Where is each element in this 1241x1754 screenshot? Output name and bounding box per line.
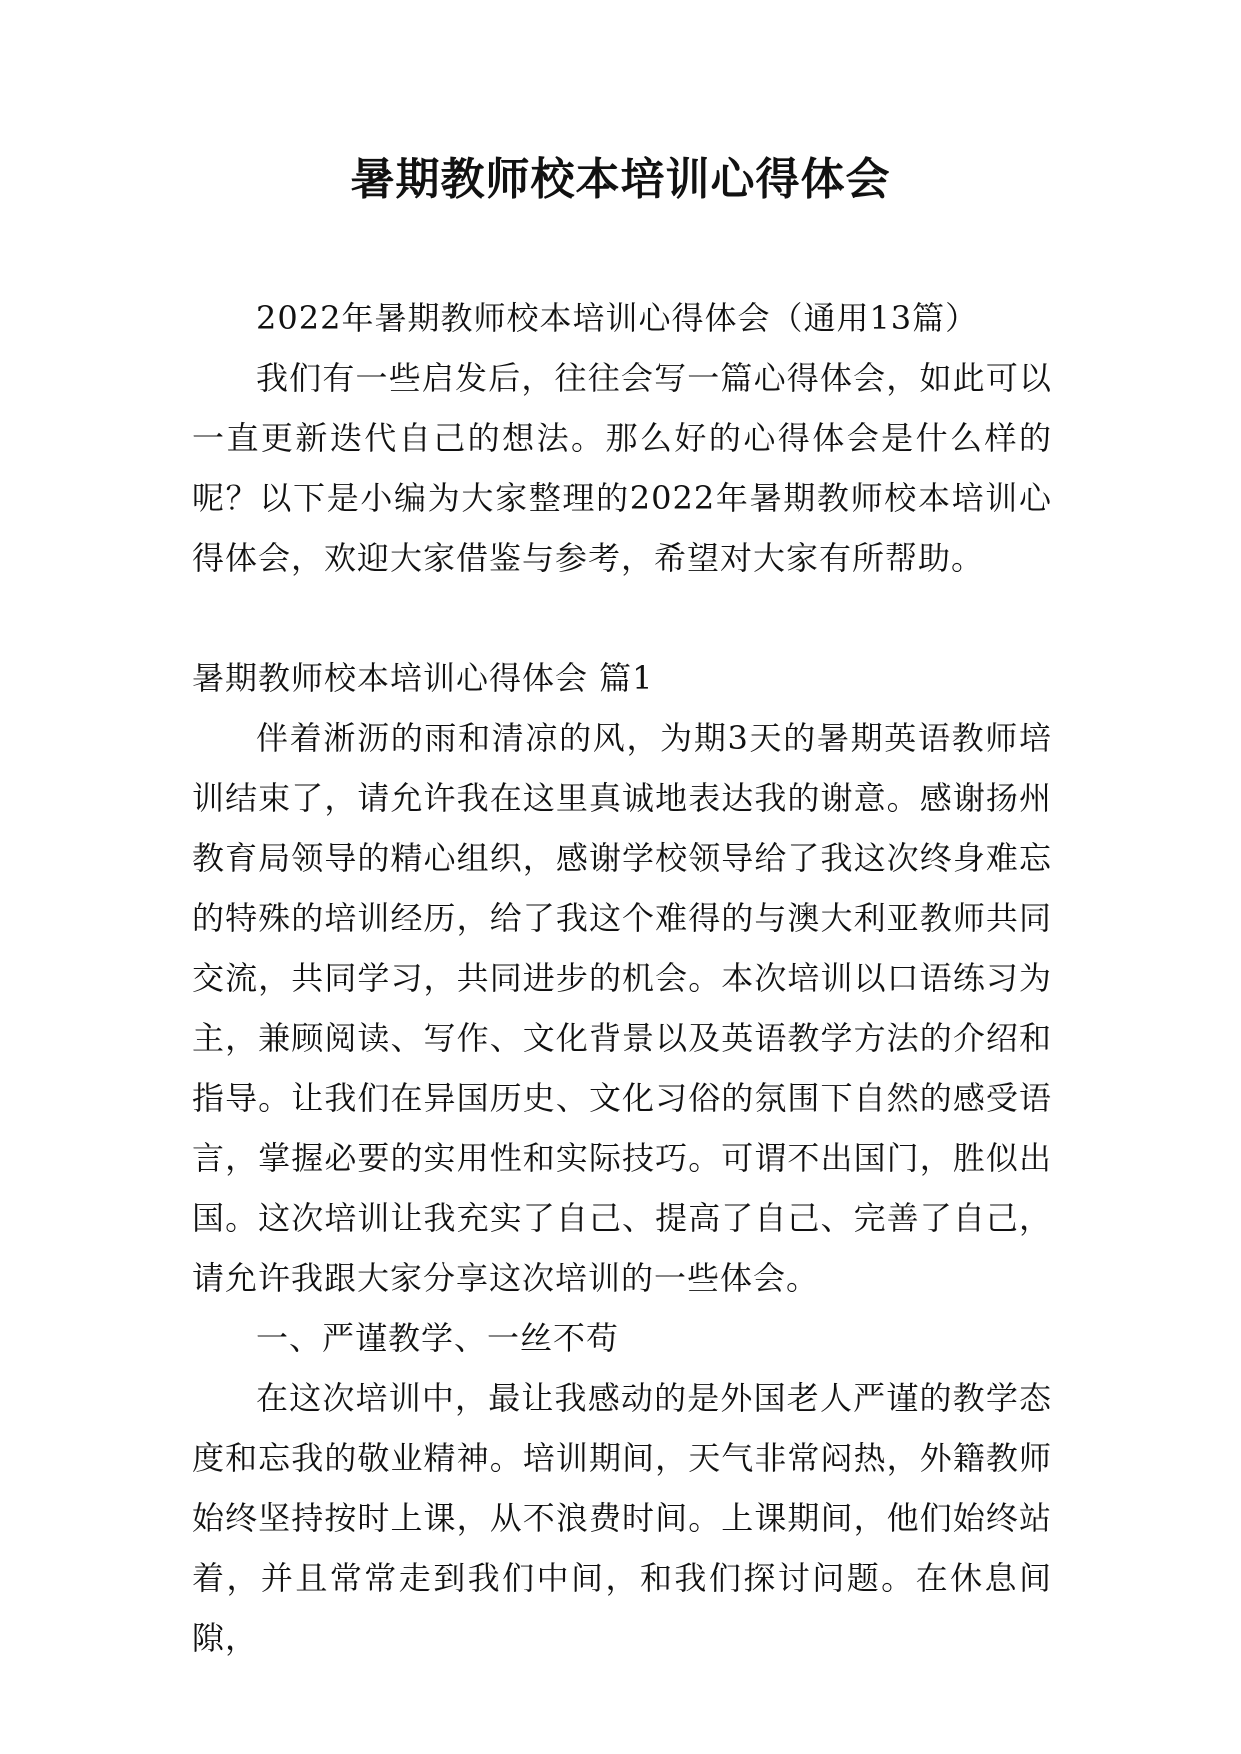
- section-heading: 暑期教师校本培训心得体会 篇1: [192, 659, 654, 697]
- body-paragraph-2: 在这次培训中，最让我感动的是外国老人严谨的教学态度和忘我的敬业精神。培训期间，天气非常闷热，外籍教师始终坚持按时上课，从不浪费时间。上课期间，他们始终站着，并且常常走到我们中间，和我们探讨问题。在休息间隙，: [192, 1379, 1052, 1657]
- body-paragraph-1: 伴着淅沥的雨和清凉的风，为期3天的暑期英语教师培训结束了，请允许我在这里真诚地表达我的谢意。感谢扬州教育局领导的精心组织，感谢学校领导给了我这次终身难忘的特殊的培训经历，给了我这个难得的与澳大利亚教师共同交流，共同学习，共同进步的机会。本次培训以口语练习为主，兼顾阅读、写作、文化背景以及英语教学方法的介绍和指导。让我们在异国历史、文化习俗的氛围下自然的感受语言，掌握必要的实用性和实际技巧。可谓不出国门，胜似出国。这次培训让我充实了自己、提高了自己、完善了自己，请允许我跟大家分享这次培训的一些体会。: [192, 719, 1052, 1297]
- document-title: 暑期教师校本培训心得体会: [350, 154, 891, 205]
- point-heading-1: 一、严谨教学、一丝不苟: [256, 1319, 620, 1357]
- document-subtitle: 2022年暑期教师校本培训心得体会（通用13篇）: [256, 299, 979, 337]
- intro-paragraph: 我们有一些启发后，往往会写一篇心得体会，如此可以一直更新迭代自己的想法。那么好的心得体会是什么样的呢？以下是小编为大家整理的2022年暑期教师校本培训心得体会，欢迎大家借鉴与参考，希望对大家有所帮助。: [192, 359, 1052, 577]
- document-body: [192, 288, 1052, 1668]
